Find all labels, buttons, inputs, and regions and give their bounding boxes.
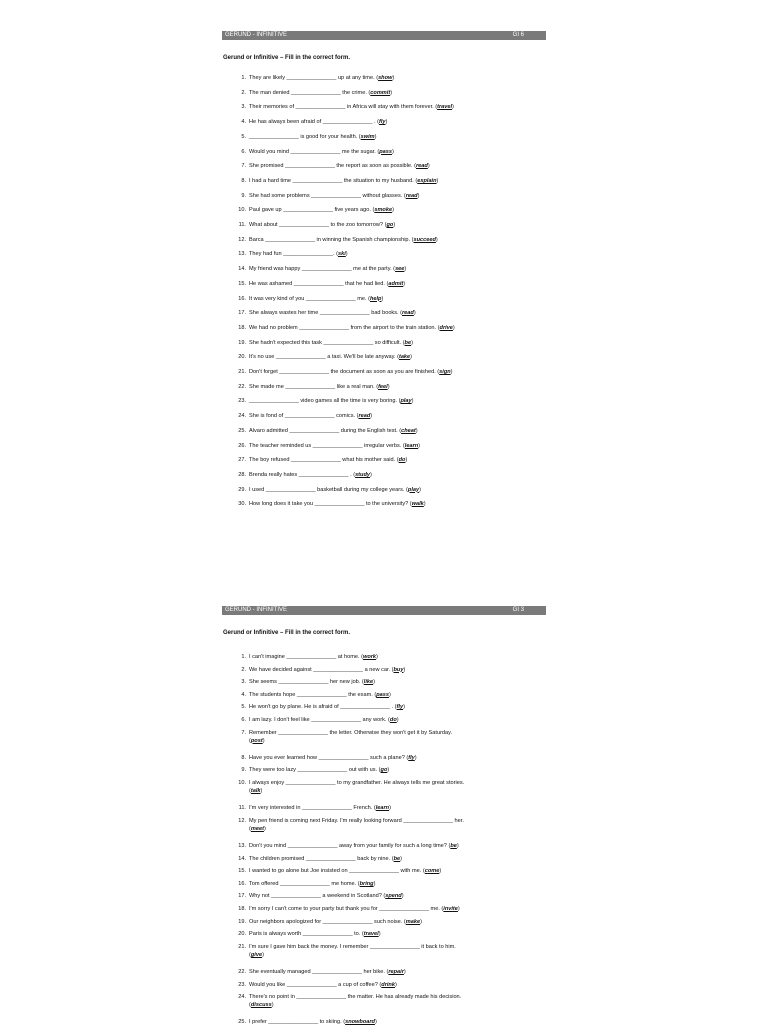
exercise-item — [234, 280, 554, 288]
item-sentence: She promised ________________ the report as soon as possible. ( — [249, 163, 416, 170]
item-number: 12. — [238, 236, 246, 243]
item-sentence: He has always been afraid of ________________ . ( — [249, 119, 379, 126]
item-number: 18. — [238, 324, 246, 331]
item-paren: ) — [411, 339, 413, 346]
item-verb-hint: be — [450, 843, 457, 849]
item-sentence: I'm sorry I can't come to your party but thank you for ________________ me. ( — [249, 906, 444, 912]
header-code: GI 3 — [512, 607, 524, 613]
item-verb-hint: come — [424, 868, 440, 875]
item-number: 24. — [238, 413, 246, 420]
exercise-item — [234, 716, 554, 724]
item-number: 2. — [241, 666, 246, 673]
item-paren: ) — [262, 737, 265, 744]
exercise-item — [234, 368, 554, 376]
item-sentence: My friend was happy ________________ me at the party. ( — [249, 266, 396, 273]
exercise-item — [234, 804, 554, 812]
item-continuation — [234, 825, 554, 833]
item-number: 3. — [241, 104, 246, 111]
item-number: 11. — [238, 805, 246, 812]
item-sentence: Brenda really hates ________________ . ( — [249, 471, 356, 478]
item-paren: ) — [388, 691, 391, 698]
exercise-item — [234, 867, 554, 875]
item-paren: ) — [450, 369, 453, 375]
exercise-item — [234, 162, 554, 170]
item-sentence: It was very kind of you ________________ me. ( — [249, 295, 370, 302]
item-paren: ) — [403, 704, 405, 711]
item-number: 15. — [238, 868, 246, 875]
item-paren: ) — [390, 89, 393, 96]
item-verb-hint: swim — [360, 133, 375, 140]
item-paren: ) — [400, 855, 403, 862]
exercise-item — [234, 703, 554, 711]
item-number: 28. — [238, 471, 246, 478]
item-paren: ) — [414, 754, 417, 761]
item-sentence: Why not ________________ a weekend in Scotland? ( — [249, 893, 386, 900]
header-title: GERUND - INFINITIVE — [225, 32, 288, 38]
item-paren: ) — [381, 295, 384, 302]
exercise-item — [234, 918, 554, 926]
item-verb-hint: like — [363, 679, 374, 686]
exercise-item — [234, 309, 554, 317]
header-title: GERUND - INFINITIVE — [225, 607, 288, 613]
instruction: Gerund or Infinitive – Fill in the correct form. — [223, 55, 351, 61]
item-paren: ) — [345, 251, 348, 258]
item-paren: ) — [374, 133, 377, 140]
exercise-item — [234, 250, 554, 258]
item-number: 13. — [238, 251, 246, 258]
item-verb-hint: see — [395, 266, 405, 273]
item-sentence: Have you ever learned how ________________ such a plane? ( — [249, 754, 409, 761]
item-verb-hint: meet — [250, 825, 264, 832]
item-sentence: Barca ________________ in winning the Spanish championship. ( — [249, 236, 414, 243]
item-number: 6. — [241, 717, 246, 723]
item-sentence: My pen friend is coming next Friday. I'm really looking forward ________________ her. — [249, 817, 464, 824]
item-paren: ( — [249, 951, 251, 958]
item-number: 10. — [238, 780, 246, 786]
item-verb-hint: snowboard — [345, 1019, 375, 1026]
exercise-item — [234, 666, 554, 674]
item-number: 14. — [238, 266, 246, 273]
item-paren: ) — [373, 880, 376, 887]
item-verb-hint: bring — [359, 880, 374, 887]
item-verb-hint: walk — [411, 501, 424, 508]
item-sentence: The man denied ________________ the crime. ( — [249, 89, 371, 96]
item-sentence: He was ashamed ________________ that he had lied. ( — [249, 280, 389, 287]
item-verb-hint: smoke — [374, 207, 393, 214]
item-sentence: The boy refused ________________ what his mother said. ( — [249, 457, 399, 464]
item-paren: ( — [249, 825, 251, 832]
exercise-item — [234, 118, 554, 126]
item-verb-hint: succeed — [413, 236, 436, 243]
item-paren: ) — [405, 457, 408, 464]
exercise-item — [234, 817, 554, 833]
item-sentence: She made me ________________ like a real man. ( — [249, 383, 379, 390]
item-verb-hint: drink — [381, 981, 395, 988]
item-verb-hint: make — [405, 918, 421, 925]
item-paren: ) — [418, 442, 421, 449]
item-number: 23. — [238, 981, 246, 988]
item-sentence: Don't you mind ________________ away from your family for such a long time? ( — [249, 843, 451, 849]
item-verb-hint: feel — [378, 383, 388, 390]
header-code: GI 6 — [512, 32, 524, 38]
exercise-item — [234, 133, 554, 141]
item-continuation — [234, 737, 554, 745]
item-verb-hint: spend — [385, 893, 402, 900]
item-verb-hint: cheat — [401, 427, 416, 434]
worksheet-header — [222, 31, 546, 40]
item-paren: ) — [403, 969, 406, 975]
item-sentence: Don't forget ________________ the document as soon as you are finished. ( — [249, 369, 440, 375]
item-verb-hint: drive — [439, 324, 453, 331]
item-number: 7. — [241, 163, 246, 170]
item-sentence: ________________ video games all the time is very boring. ( — [249, 398, 401, 405]
item-number: 18. — [238, 906, 246, 912]
item-verb-hint: take — [398, 354, 411, 361]
item-sentence: Paris is always worth ________________ to. ( — [249, 931, 364, 938]
exercise-item — [234, 500, 554, 508]
exercise-item — [234, 678, 554, 686]
item-verb-hint: fly — [396, 704, 404, 711]
item-sentence: I am lazy. I don't feel like ________________ any work. ( — [249, 717, 390, 723]
item-paren: ( — [249, 788, 251, 794]
item-number: 8. — [241, 177, 246, 184]
item-sentence: I prefer ________________ to skiing. ( — [249, 1019, 346, 1026]
item-verb-hint: pass — [376, 691, 389, 698]
item-number: 9. — [241, 767, 246, 774]
exercise-item — [234, 1018, 554, 1026]
item-verb-hint: work — [362, 654, 377, 660]
item-paren: ) — [419, 486, 421, 493]
item-paren: ) — [452, 104, 454, 111]
item-sentence: It's no use ________________ a taxi. We'll be late anyway. ( — [249, 354, 399, 361]
item-sentence: The children promised ________________ back by nine. ( — [249, 855, 394, 862]
item-number: 25. — [238, 1019, 246, 1026]
exercise-item — [234, 221, 554, 229]
item-number: 4. — [241, 119, 246, 126]
item-number: 2. — [241, 89, 246, 96]
item-verb-hint: commit — [370, 89, 391, 96]
item-sentence: There's no point in ________________ the matter. He has already made his decision. — [249, 994, 462, 1001]
item-verb-hint: learn — [404, 442, 419, 449]
item-verb-hint: fly — [379, 119, 386, 126]
item-paren: ) — [401, 893, 404, 900]
item-sentence: We had no problem ________________ from the airport to the train station. ( — [249, 324, 440, 331]
item-number: 20. — [238, 354, 246, 361]
exercise-item — [234, 103, 554, 111]
item-paren: ) — [385, 119, 388, 126]
item-number: 1. — [241, 75, 246, 81]
item-paren: ) — [262, 951, 264, 958]
exercise-item — [234, 339, 554, 347]
item-sentence: We have decided against ________________ a new car. ( — [249, 666, 394, 673]
item-number: 21. — [238, 943, 246, 950]
item-sentence: They had fun ________________. ( — [249, 251, 338, 258]
item-number: 29. — [238, 486, 246, 493]
item-verb-hint: learn — [375, 805, 390, 812]
exercise-item — [234, 842, 554, 850]
item-number: 19. — [238, 918, 246, 925]
item-paren: ) — [376, 654, 378, 660]
item-sentence: I had a hard time ________________ the situation to my husband. ( — [249, 177, 418, 184]
item-verb-hint: travel — [437, 104, 453, 111]
item-verb-hint: invite — [443, 906, 458, 912]
item-verb-hint: show — [378, 75, 393, 81]
item-verb-hint: play — [400, 398, 412, 405]
item-verb-hint: fly — [408, 754, 415, 761]
exercise-item — [234, 968, 554, 976]
item-paren: ) — [403, 280, 406, 287]
exercise-item — [234, 89, 554, 97]
item-sentence: Alvaro admitted ________________ during the English test. ( — [249, 427, 402, 434]
item-number: 26. — [238, 442, 246, 449]
exercise-item — [234, 993, 554, 1009]
item-paren: ) — [457, 906, 460, 912]
exercise-item — [234, 754, 554, 762]
exercise-item — [234, 456, 554, 464]
item-verb-hint: ski — [337, 251, 346, 258]
item-paren: ) — [378, 931, 381, 938]
item-number: 17. — [238, 310, 246, 317]
item-verb-hint: go — [380, 767, 388, 774]
item-paren: ) — [456, 843, 459, 849]
item-sentence: What about ________________ to the zoo tomorrow? ( — [249, 222, 387, 228]
exercise-item — [234, 295, 554, 303]
item-sentence: Our neighbors apologized for ________________ such noise. ( — [249, 918, 406, 925]
item-paren: ) — [427, 163, 430, 170]
item-verb-hint: explain — [417, 177, 437, 184]
item-sentence: Would you like ________________ a cup of coffee? ( — [249, 981, 382, 988]
item-sentence: Remember ________________ the letter. Otherwise they won't get it by Saturday. — [249, 729, 453, 736]
item-verb-hint: give — [250, 951, 263, 958]
item-paren: ) — [396, 717, 399, 723]
item-sentence: They were too lazy ________________ out with us. ( — [249, 767, 381, 774]
item-paren: ) — [370, 413, 373, 420]
exercise-item — [234, 427, 554, 435]
item-number: 19. — [238, 339, 246, 346]
item-paren: ) — [423, 501, 426, 508]
item-number: 16. — [238, 880, 246, 887]
item-paren: ) — [389, 805, 391, 812]
exercise-item — [234, 855, 554, 863]
item-number: 16. — [238, 295, 246, 302]
item-sentence: She eventually managed ________________ her bike. ( — [249, 969, 389, 975]
exercise-item — [234, 412, 554, 420]
item-verb-hint: be — [393, 855, 401, 862]
item-verb-hint: post — [250, 737, 263, 744]
exercise-item — [234, 486, 554, 494]
item-sentence: She hadn't expected this task ________________ so difficult. ( — [249, 339, 405, 346]
item-sentence: I'm very interested in ________________ French. ( — [249, 805, 376, 812]
item-sentence: She always wastes her time ________________ bad books. ( — [249, 310, 402, 317]
item-number: 4. — [241, 691, 246, 698]
item-paren: ) — [420, 918, 422, 925]
item-number: 25. — [238, 427, 246, 434]
item-verb-hint: sign — [439, 369, 451, 375]
exercise-item — [234, 192, 554, 200]
exercise-item — [234, 766, 554, 774]
exercise-item — [234, 779, 554, 795]
item-sentence: ________________ is good for your health. ( — [249, 133, 361, 140]
item-number: 17. — [238, 893, 246, 900]
item-continuation — [234, 787, 554, 795]
item-paren: ( — [249, 1002, 251, 1009]
item-number: 10. — [238, 207, 246, 214]
item-paren: ) — [439, 868, 442, 875]
item-paren: ) — [260, 788, 263, 794]
item-paren: ) — [415, 427, 418, 434]
item-verb-hint: help — [369, 295, 382, 302]
item-sentence: He won't go by plane. He is afraid of ________________ . ( — [249, 704, 397, 711]
item-sentence: Their memories of ________________ in Africa will stay with them forever. ( — [249, 104, 438, 111]
exercise-item — [234, 880, 554, 888]
exercise-item — [234, 905, 554, 913]
item-sentence: I always enjoy ________________ to my grandfather. He always tells me great stories. — [249, 780, 465, 786]
item-paren: ) — [403, 666, 406, 673]
item-verb-hint: do — [398, 457, 406, 464]
item-number: 24. — [238, 994, 246, 1001]
item-number: 8. — [241, 754, 246, 761]
exercise-item — [234, 383, 554, 391]
item-number: 15. — [238, 280, 246, 287]
item-verb-hint: be — [404, 339, 412, 346]
item-sentence: She is fond of ________________ comics. ( — [249, 413, 359, 420]
item-paren: ) — [391, 148, 394, 155]
exercise-item — [234, 691, 554, 699]
item-sentence: Would you mind ________________ me the sugar. ( — [249, 148, 380, 155]
item-verb-hint: study — [355, 471, 370, 478]
exercise-item — [234, 148, 554, 156]
exercise-item — [234, 236, 554, 244]
exercise-item — [234, 729, 554, 745]
item-verb-hint: travel — [363, 931, 379, 938]
item-paren: ) — [271, 1002, 274, 1009]
item-number: 6. — [241, 148, 246, 155]
item-continuation — [234, 1001, 554, 1009]
item-number: 5. — [241, 133, 246, 140]
item-sentence: She seems ________________ her new job. ( — [249, 679, 364, 686]
item-number: 5. — [241, 704, 246, 711]
item-verb-hint: do — [389, 717, 397, 723]
item-verb-hint: admit — [388, 280, 404, 287]
item-verb-hint: go — [386, 222, 394, 228]
item-number: 14. — [238, 855, 246, 862]
item-paren: ) — [392, 75, 395, 81]
exercise-item — [234, 981, 554, 989]
item-verb-hint: read — [416, 163, 428, 170]
item-number: 21. — [238, 369, 246, 375]
item-number: 12. — [238, 817, 246, 824]
item-verb-hint: read — [402, 310, 414, 317]
item-number: 20. — [238, 931, 246, 938]
item-sentence: I can't imagine ________________ at home. ( — [249, 654, 363, 660]
item-sentence: The students hope ________________ the exam. ( — [249, 691, 377, 698]
item-verb-hint: buy — [393, 666, 404, 673]
exercise-item — [234, 471, 554, 479]
item-paren: ( — [249, 737, 251, 744]
item-paren: ) — [387, 383, 390, 390]
item-paren: ) — [417, 192, 420, 199]
item-sentence: They are likely ________________ up at any time. ( — [249, 75, 379, 81]
item-paren: ) — [394, 981, 397, 988]
item-number: 3. — [241, 679, 246, 686]
item-number: 27. — [238, 457, 246, 464]
item-paren: ) — [452, 324, 455, 331]
exercise-item — [234, 653, 554, 661]
item-number: 23. — [238, 398, 246, 405]
item-verb-hint: read — [405, 192, 418, 199]
item-paren: ) — [387, 767, 390, 774]
exercise-item — [234, 943, 554, 959]
exercise-item — [234, 397, 554, 405]
item-number: 7. — [241, 729, 246, 736]
item-paren: ) — [411, 398, 414, 405]
item-number: 22. — [238, 383, 246, 390]
item-paren: ) — [404, 266, 407, 273]
item-verb-hint: pass — [379, 148, 392, 155]
exercise-item — [234, 892, 554, 900]
item-paren: ) — [374, 1019, 377, 1026]
item-paren: ) — [413, 310, 416, 317]
item-number: 30. — [238, 501, 246, 508]
item-sentence: How long does it take you ________________ to the university? ( — [249, 501, 412, 508]
exercise-item — [234, 353, 554, 361]
item-sentence: Tom offered ________________ me home. ( — [249, 880, 360, 887]
item-verb-hint: talk — [250, 788, 261, 794]
item-sentence: I'm sure I gave him back the money. I remember ________________ it back to him. — [249, 943, 456, 950]
item-paren: ) — [263, 825, 266, 832]
item-sentence: I used ________________ basketball during my college years. ( — [249, 486, 408, 493]
item-number: 11. — [238, 222, 246, 228]
exercise-item — [234, 206, 554, 214]
item-number: 1. — [241, 654, 246, 660]
item-paren: ) — [435, 236, 438, 243]
exercise-item — [234, 324, 554, 332]
item-sentence: She had some problems ________________ without glasses. ( — [249, 192, 406, 199]
exercise-item — [234, 265, 554, 273]
item-paren: ) — [410, 354, 413, 361]
worksheet-header — [222, 606, 546, 615]
item-verb-hint: play — [407, 486, 420, 493]
instruction: Gerund or Infinitive – Fill in the correct form. — [223, 630, 351, 636]
item-paren: ) — [373, 679, 375, 686]
item-sentence: Paul gave up ________________ five years ago. ( — [249, 207, 375, 214]
exercise-item — [234, 177, 554, 185]
item-number: 9. — [241, 192, 246, 199]
item-number: 13. — [238, 843, 246, 849]
exercise-item — [234, 442, 554, 450]
item-verb-hint: read — [358, 413, 371, 420]
item-verb-hint: repair — [388, 969, 404, 975]
item-paren: ) — [436, 177, 439, 184]
item-verb-hint: discuss — [250, 1002, 272, 1009]
item-sentence: I wanted to go alone but Joe insisted on ________________ with me. ( — [249, 868, 425, 875]
item-paren: ) — [369, 471, 372, 478]
item-number: 22. — [238, 969, 246, 975]
exercise-item — [234, 74, 554, 82]
item-sentence: The teacher reminded us ________________ irregular verbs. ( — [249, 442, 405, 449]
exercise-item — [234, 930, 554, 938]
item-continuation — [234, 951, 554, 959]
item-paren: ) — [392, 207, 394, 214]
item-paren: ) — [393, 222, 396, 228]
